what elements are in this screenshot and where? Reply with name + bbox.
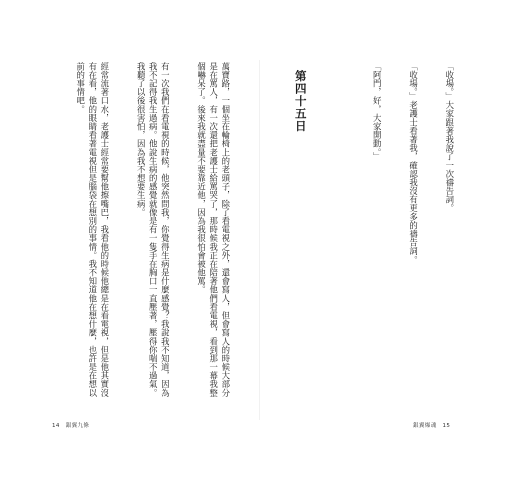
dialogue-line: 「阿門，好，大家開動。」	[372, 62, 383, 161]
folio-right: 銀翼爆魂 15	[413, 423, 451, 429]
right-page-text-block	[282, 62, 480, 402]
column-spacer	[337, 62, 347, 402]
chapter-title: 第四十五日	[293, 70, 308, 133]
left-page-text-block	[54, 62, 256, 402]
body-paragraph: 經常流著口水，老護士經常要幫他擦嘴巴，我看他的時候他總是在看電視，但是他其實沒有在看，他的眼睛看著電視但是腦袋在想別的事情。我不知道他在想什麼，也許是在想以前的事情吧。	[75, 62, 110, 398]
body-paragraph: 萬寶路，一個坐在輪椅上的老頭子，除了看電視之外，還會寫人，但會寫人的時候大部分是在罵人，有一次還把老護士給罵哭了，那時候我正在陪著他們看電視，看到那一幕我整個嚇呆了。後來我就盡量不要靠近他，因為我很怕會被他罵。	[196, 62, 231, 398]
body-paragraph: 有一次我們在看電視的時候，他突然問我，你覺得生病是什麼感覺？我說我不知道，因為我不記得我生過病。他說生病的感覺就像是有一隻手在胸口一直壓著，壓得你喘不過氣。我聽了以後很害怕，因為我不想要生病。	[136, 62, 171, 398]
page-gutter	[259, 60, 260, 420]
left-page	[54, 62, 256, 402]
folio-left: 14 銀翼九條	[52, 423, 90, 429]
dialogue-line: 「收場。」老護士看著我，確認我沒有更多的禱告詞。	[408, 62, 419, 264]
right-page	[282, 62, 480, 402]
dialogue-line: 「收場。」大家跟著我說了一次禱告詞。	[444, 62, 455, 213]
